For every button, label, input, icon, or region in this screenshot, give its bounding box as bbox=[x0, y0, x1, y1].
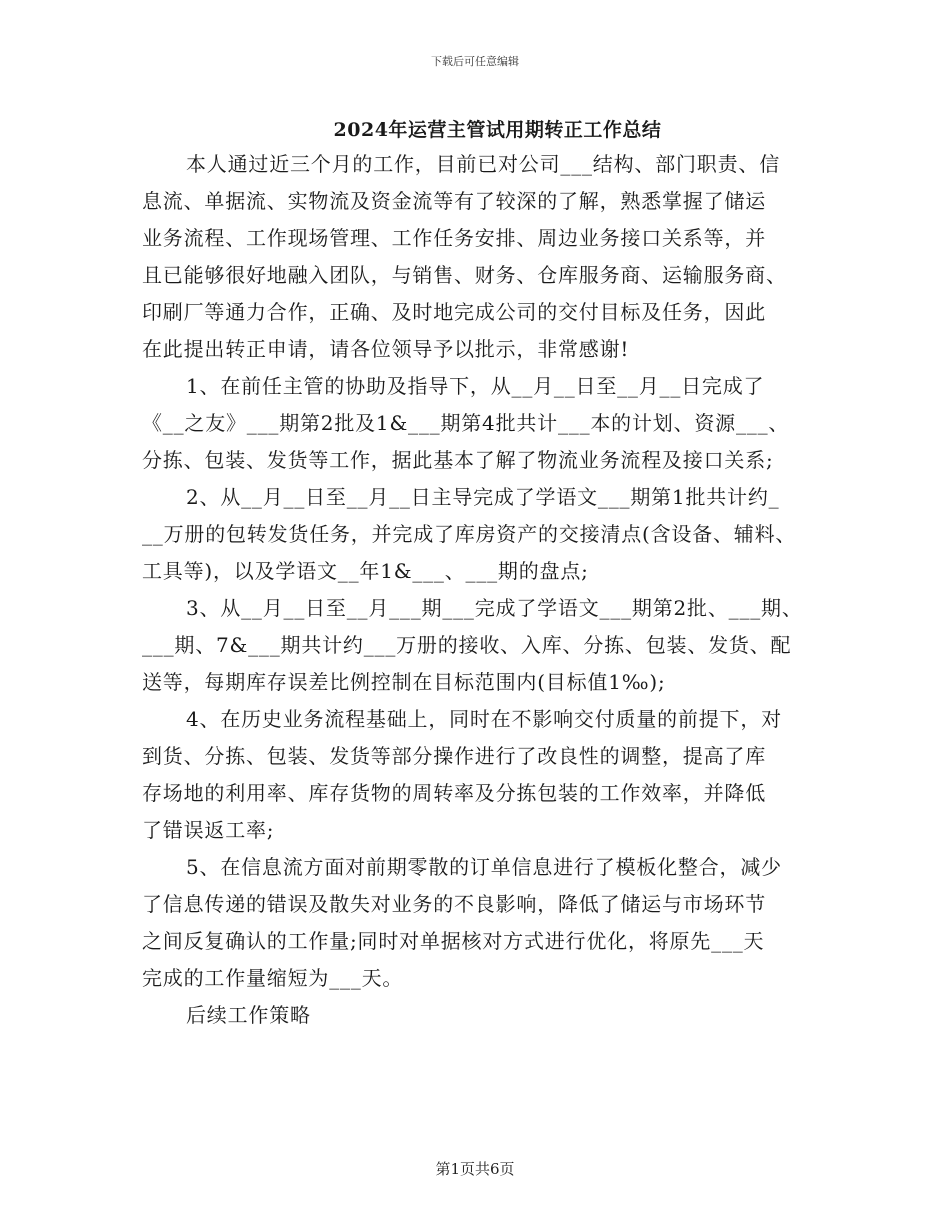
page-header-note: 下载后可任意编辑 bbox=[431, 55, 519, 68]
body-text-line: 印刷厂等通力合作，正确、及时地完成公司的交付目标及任务，因此 bbox=[142, 300, 766, 324]
body-text-line: 3、从__月__日至__月___期___完成了学语文___期第2批、___期、 bbox=[186, 596, 803, 620]
body-text-line: 送等，每期库存误差比例控制在目标范围内(目标值1‰); bbox=[142, 670, 666, 694]
body-text-line: 存场地的利用率、库存货物的周转率及分拣包装的工作效率，并降低 bbox=[142, 781, 766, 805]
body-text-line: 完成的工作量缩短为___天。 bbox=[142, 966, 404, 990]
body-text-line: 分拣、包装、发货等工作，据此基本了解了物流业务流程及接口关系; bbox=[142, 448, 774, 472]
body-text-line: 5、在信息流方面对前期零散的订单信息进行了模板化整合，减少 bbox=[186, 855, 782, 879]
body-text-line: 后续工作策略 bbox=[186, 1003, 311, 1027]
document-title: 2024年运营主管试用期转正工作总结 bbox=[333, 119, 662, 141]
body-text-line: 业务流程、工作现场管理、工作任务安排、周边业务接口关系等，并 bbox=[142, 226, 766, 250]
body-text-line: __万册的包转发货任务，并完成了库房资产的交接清点(含设备、辅料、 bbox=[142, 522, 797, 546]
body-text-line: 了信息传递的错误及散失对业务的不良影响，降低了储运与市场环节 bbox=[142, 892, 766, 916]
body-text-line: 2、从__月__日至__月__日主导完成了学语文___期第1批共计约_ bbox=[186, 485, 780, 509]
body-text-line: 了错误返工率; bbox=[142, 818, 275, 842]
document-body bbox=[142, 151, 822, 1039]
body-text-line: ___期、7&___期共计约___万册的接收、入库、分拣、包装、发货、配 bbox=[142, 633, 792, 657]
body-text-line: 在此提出转正申请，请各位领导予以批示，非常感谢! bbox=[142, 337, 630, 361]
body-text-line: 到货、分拣、包装、发货等部分操作进行了改良性的调整，提高了库 bbox=[142, 744, 766, 768]
body-text-line: 息流、单据流、实物流及资金流等有了较深的了解，熟悉掌握了储运 bbox=[142, 189, 766, 213]
body-text-line: 工具等)，以及学语文__年1&___、___期的盘点; bbox=[142, 559, 589, 583]
body-text-line: 4、在历史业务流程基础上，同时在不影响交付质量的前提下，对 bbox=[186, 707, 782, 731]
body-text-line: 《__之友》___期第2批及1&___期第4批共计___本的计划、资源___、 bbox=[142, 411, 790, 435]
page-footer-number: 第1页共6页 bbox=[435, 1160, 515, 1178]
body-text-line: 且已能够很好地融入团队，与销售、财务、仓库服务商、运输服务商、 bbox=[142, 263, 787, 287]
body-text-line: 之间反复确认的工作量;同时对单据核对方式进行优化，将原先___天 bbox=[142, 929, 765, 953]
body-text-line: 1、在前任主管的协助及指导下，从__月__日至__月__日完成了 bbox=[186, 374, 765, 398]
body-text-line: 本人通过近三个月的工作，目前已对公司___结构、部门职责、信 bbox=[186, 152, 780, 176]
